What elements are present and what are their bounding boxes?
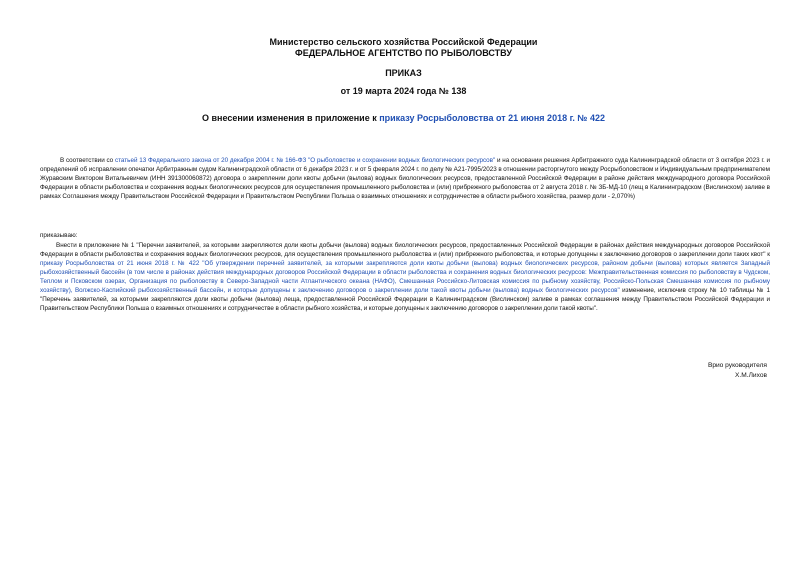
paragraph-order <box>40 241 770 313</box>
agency-name: ФЕДЕРАЛЬНОЕ АГЕНТСТВО ПО РЫБОЛОВСТВУ <box>295 48 512 58</box>
order-word: приказываю: <box>40 232 78 239</box>
p3-part-b: изменение, исключив строку № 10 таблицы № 1 "Перечень заявителей, за которыми закрепляются доли квоты добычи (вылова) леща, предоставленной Российской Федерации в Калининградском (Вислинском) заливе в рамках соглашения между Правительством Российской Федерации и Правительством Республики Польша о взаимных отношениях и сотрудничестве в области рыбного хозяйства, и которые допущены к заключению договоров о закреплении доли такой квоты". <box>40 287 770 313</box>
p1-rest: и на основании решения Арбитражного суда Калининградской области от 3 октября 2023 г. и определений об исправлении опечатки Арбитражным судом Калининградской области от 6 декабря 2023 г. и от 5 февраля 2024 г. по делу № А21-7995/2023 в отношении расторгнутого между Росрыболовством и Индивидуальным предпринимателем Журавским Виктором Витальевичем (ИНН 391300060872) договора о закреплении доли квоты добычи (вылова) водных биологических ресурсов, предоставленной Российской Федерации в районе действия международного договора Российской Федерации в области рыболовства и сохранения водных биологических ресурсов для осуществления промышленного рыболовства и (или) прибрежного рыболовства от 2 августа 2018 г. № ЗБ-МД-10 (лещ в Калининградском (Вислинском) заливе в рамках Соглашения между Правительством Российской Федерации и Правительством Республики Польша о взаимных отношениях и сотрудничестве в области рыбного хозяйства, размер доли - 2,070%) <box>40 157 770 201</box>
signature-position: Врио руководителя <box>707 362 767 369</box>
document-title <box>0 113 807 124</box>
document-type: ПРИКАЗ <box>385 68 422 78</box>
title-prefix: О внесении изменения в приложение к <box>202 113 380 123</box>
order-422-link[interactable]: приказу Росрыболовства от 21 июня 2018 г. № 422 "Об утверждении перечней заявителей, за которыми закрепляются доли квоты добычи (вылова) водных биологических ресурсов, районом добычи (вылова) которых является Западный рыбохозяйственный бассейн (в том числе в районах действия международных договоров Российской Федерации в области рыболовства и сохранения водных биологических ресурсов: Межправительственная комиссия по рыболовству в Чудском, Теплом и Псковском озерах, Организация по рыболовству в Северо-Западной части Атлантического океана (НАФО), Смешанная Российско-Литовская комиссия по рыбному хозяйству, Российско-Польская Смешанная комиссия по рыбному хозяйству), Волжско-Каспийский рыбохозяйственный бассейн, и которые допущены к заключению договоров о закреплении доли такой квоты добычи (вылова) водных биологических ресурсов" <box>40 260 770 295</box>
p3-part-a: Внести в приложение № 1 "Перечни заявителей, за которыми закрепляются доли квоты добычи (вылова) водных биологических ресурсов, предоставленных Российской Федерации в районах действия международных договоров Российской Федерации в области рыболовства и сохранения водных биологических ресурсов, для осуществления промышленного рыболовства и (или) прибрежного рыболовства, и которые допущены к заключению договоров о закреплении доли таких квот" к <box>40 242 770 259</box>
ministry-name: Министерство сельского хозяйства Российской Федерации <box>269 37 538 47</box>
document-date-number: от 19 марта 2024 года № 138 <box>340 86 467 96</box>
paragraph-basis <box>40 156 770 201</box>
p1-intro: В соответствии со <box>60 157 115 164</box>
signature-name: Х.М.Лихов <box>735 372 767 379</box>
title-link[interactable]: приказу Росрыболовства от 21 июня 2018 г. № 422 <box>379 113 605 123</box>
federal-law-link[interactable]: статьей 13 Федерального закона от 20 декабря 2004 г. № 166-ФЗ "О рыболовстве и сохранении водных биологических ресурсов" <box>114 157 496 164</box>
